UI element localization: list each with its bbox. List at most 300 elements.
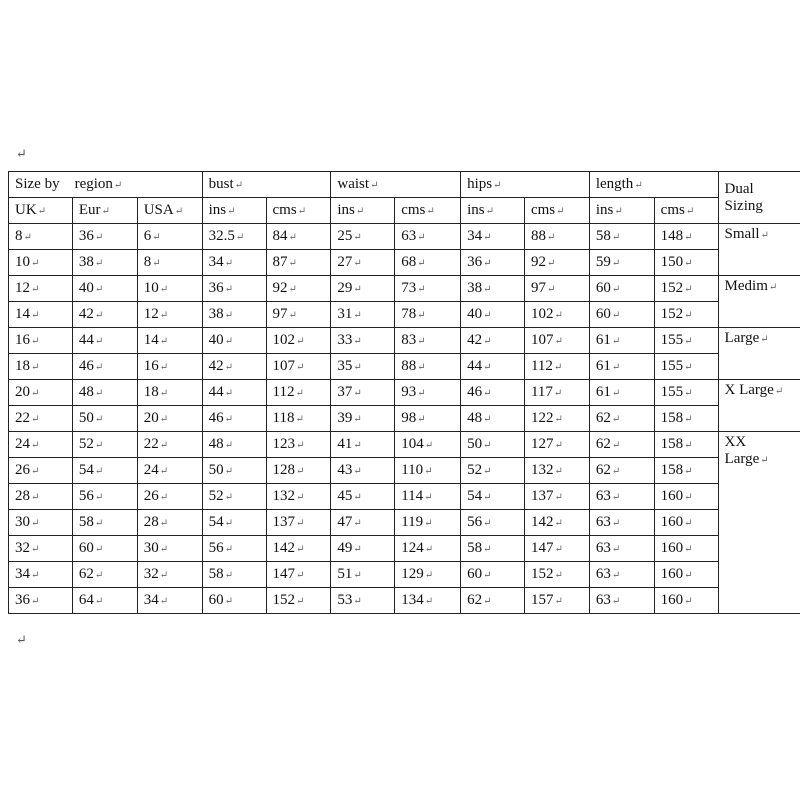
table-cell	[331, 354, 395, 380]
cell-mark: ↵	[417, 232, 426, 243]
table-cell	[461, 354, 525, 380]
cell-mark: ↵	[94, 466, 104, 477]
table-cell	[461, 406, 525, 432]
cell-value: 52	[467, 462, 483, 478]
header-dual-line2: Sizing	[724, 197, 763, 214]
table-cell	[395, 406, 461, 432]
cell-value: 16	[143, 358, 159, 374]
table-cell	[266, 510, 331, 536]
dual-size-line2	[725, 451, 800, 468]
cell-value: 41	[337, 436, 353, 452]
table-cell	[524, 250, 589, 276]
cell-value: 152	[530, 566, 554, 582]
cell-value: 62	[78, 566, 94, 582]
cell-mark: ↵	[159, 388, 169, 399]
table-row	[9, 354, 800, 380]
cell-value: 22	[15, 410, 30, 426]
table-cell	[202, 536, 266, 562]
table-cell	[461, 328, 525, 354]
table-cell	[331, 562, 395, 588]
table-cell	[524, 588, 589, 614]
cell-value: 40	[467, 306, 483, 322]
cell-mark: ↵	[31, 518, 40, 529]
cell-mark: ↵	[554, 440, 563, 451]
table-cell	[524, 562, 589, 588]
cell-value: 56	[78, 488, 94, 504]
cell-mark: ↵	[224, 596, 234, 607]
table-cell	[202, 406, 266, 432]
table-row	[9, 458, 800, 484]
table-cell	[9, 328, 73, 354]
table-cell	[137, 354, 202, 380]
cell-mark: ↵	[556, 206, 565, 217]
cell-value: 93	[401, 384, 417, 400]
cell-value: 152	[660, 306, 684, 322]
cell-mark: ↵	[94, 492, 104, 503]
cell-mark: ↵	[353, 310, 362, 321]
cell-mark: ↵	[94, 544, 104, 555]
cell-value: 58	[467, 540, 483, 556]
cell-mark: ↵	[31, 414, 40, 425]
cell-value: 63	[595, 540, 611, 556]
cell-value: 44	[467, 358, 483, 374]
cell-mark: ↵	[760, 334, 769, 345]
cell-value: 18	[15, 358, 30, 374]
cell-mark: ↵	[485, 206, 494, 217]
cell-value: 60	[78, 540, 94, 556]
table-cell	[9, 354, 73, 380]
cell-mark: ↵	[94, 570, 104, 581]
table-row	[9, 224, 800, 250]
cell-mark: ↵	[483, 492, 492, 503]
cell-value: 18	[143, 384, 159, 400]
cell-value: 118	[272, 410, 295, 426]
cell-mark: ↵	[634, 180, 643, 191]
table-cell	[395, 224, 461, 250]
cell-mark: ↵	[684, 310, 693, 321]
cell-value: 152	[660, 280, 684, 296]
cell-value: 88	[401, 358, 417, 374]
table-cell	[9, 510, 73, 536]
table-cell	[331, 302, 395, 328]
header-bust	[202, 172, 331, 198]
cell-value: 60	[595, 280, 611, 296]
cell-mark: ↵	[684, 388, 693, 399]
cell-mark: ↵	[611, 284, 621, 295]
cell-value: 36	[15, 592, 30, 608]
cell-value: 46	[467, 384, 483, 400]
header-dual-sizing	[718, 172, 800, 224]
cell-mark: ↵	[424, 596, 434, 607]
table-cell	[72, 250, 137, 276]
cell-mark: ↵	[37, 206, 47, 217]
cell-value: 58	[208, 566, 224, 582]
cell-mark: ↵	[611, 362, 621, 373]
cell-value: 24	[15, 436, 30, 452]
cell-mark: ↵	[353, 336, 362, 347]
table-cell	[72, 276, 137, 302]
cell-value: 25	[337, 228, 353, 244]
cell-value: 32.5	[208, 228, 235, 244]
cell-mark: ↵	[288, 258, 297, 269]
cell-value: 47	[337, 514, 353, 530]
cell-mark: ↵	[296, 596, 305, 607]
cell-mark: ↵	[31, 258, 40, 269]
cell-value: 117	[530, 384, 553, 400]
header-region-label: Size by region	[15, 176, 113, 192]
cell-value: 59	[595, 254, 611, 270]
table-cell	[9, 380, 73, 406]
cell-value: 147	[530, 540, 554, 556]
cell-value: 40	[208, 332, 224, 348]
cell-mark: ↵	[296, 492, 305, 503]
cell-mark: ↵	[224, 284, 234, 295]
cell-value: 132	[272, 488, 296, 504]
table-cell	[524, 432, 589, 458]
table-cell	[461, 536, 525, 562]
cell-mark: ↵	[296, 466, 305, 477]
cell-mark: ↵	[224, 362, 234, 373]
cell-value: 137	[272, 514, 296, 530]
table-cell	[266, 354, 331, 380]
table-cell	[331, 406, 395, 432]
table-cell	[524, 276, 589, 302]
cell-mark: ↵	[31, 310, 40, 321]
cell-mark: ↵	[94, 596, 104, 607]
cell-value: 36	[208, 280, 224, 296]
header-unit-label: cms	[272, 202, 297, 218]
header-row-units	[9, 198, 800, 224]
table-cell	[331, 536, 395, 562]
table-cell	[395, 484, 461, 510]
cell-mark: ↵	[224, 414, 234, 425]
cell-value: 122	[530, 410, 554, 426]
table-cell	[202, 562, 266, 588]
table-cell	[72, 510, 137, 536]
cell-mark: ↵	[554, 336, 563, 347]
table-cell	[654, 328, 718, 354]
cell-mark: ↵	[224, 336, 234, 347]
table-cell	[589, 328, 654, 354]
cell-mark: ↵	[295, 388, 304, 399]
table-cell	[137, 588, 202, 614]
dual-size-label: Medim	[724, 278, 768, 294]
table-cell	[589, 354, 654, 380]
size-rows	[9, 224, 800, 614]
cell-value: 49	[337, 540, 353, 556]
header-unit-label: ins	[337, 202, 355, 218]
table-cell	[654, 250, 718, 276]
table-row	[9, 536, 800, 562]
table-cell	[202, 302, 266, 328]
table-cell	[202, 224, 266, 250]
table-cell	[395, 536, 461, 562]
cell-mark: ↵	[224, 492, 234, 503]
dual-size-line1: XX	[724, 434, 747, 450]
table-cell	[395, 302, 461, 328]
cell-mark: ↵	[554, 414, 563, 425]
cell-value: 62	[595, 410, 611, 426]
table-cell	[524, 510, 589, 536]
size-chart-table	[8, 171, 800, 614]
cell-mark: ↵	[101, 206, 110, 217]
cell-mark: ↵	[295, 414, 304, 425]
cell-value: 132	[530, 462, 554, 478]
table-cell	[72, 406, 137, 432]
table-cell	[266, 406, 331, 432]
table-cell	[654, 224, 718, 250]
table-cell	[202, 328, 266, 354]
cell-value: 38	[467, 280, 483, 296]
cell-value: 8	[15, 228, 23, 244]
header-unit-cell	[9, 198, 73, 224]
cell-value: 160	[660, 514, 684, 530]
table-cell	[461, 432, 525, 458]
cell-value: 22	[143, 436, 159, 452]
header-length	[589, 172, 718, 198]
table-cell	[589, 406, 654, 432]
cell-mark: ↵	[483, 284, 492, 295]
cell-mark: ↵	[684, 492, 693, 503]
cell-value: 63	[595, 592, 611, 608]
cell-value: 102	[272, 332, 296, 348]
cell-mark: ↵	[159, 492, 169, 503]
table-row	[9, 380, 800, 406]
cell-value: 157	[530, 592, 554, 608]
table-cell	[137, 458, 202, 484]
cell-value: 158	[660, 462, 684, 478]
cell-value: 128	[272, 462, 296, 478]
cell-mark: ↵	[159, 284, 169, 295]
header-unit-label: ins	[467, 202, 485, 218]
cell-mark: ↵	[353, 284, 362, 295]
cell-value: 46	[78, 358, 94, 374]
cell-value: 62	[467, 592, 483, 608]
header-unit-label: cms	[401, 202, 426, 218]
table-cell	[266, 328, 331, 354]
cell-value: 50	[78, 410, 94, 426]
cell-mark: ↵	[554, 596, 563, 607]
table-cell	[589, 432, 654, 458]
table-cell	[331, 380, 395, 406]
cell-value: 20	[15, 384, 30, 400]
table-cell	[395, 432, 461, 458]
cell-mark: ↵	[159, 544, 169, 555]
cell-value: 61	[595, 384, 611, 400]
cell-mark: ↵	[483, 232, 492, 243]
table-cell	[395, 562, 461, 588]
cell-mark: ↵	[94, 336, 104, 347]
cell-value: 98	[401, 410, 417, 426]
cell-value: 31	[337, 306, 353, 322]
cell-value: 129	[401, 566, 424, 582]
cell-value: 36	[467, 254, 483, 270]
table-cell	[331, 250, 395, 276]
cell-value: 42	[208, 358, 224, 374]
table-cell	[395, 458, 461, 484]
table-cell	[72, 302, 137, 328]
cell-mark: ↵	[224, 258, 234, 269]
cell-value: 38	[78, 254, 94, 270]
header-unit-label: ins	[595, 202, 614, 218]
cell-value: 78	[401, 306, 417, 322]
cell-value: 155	[660, 358, 684, 374]
table-cell	[589, 536, 654, 562]
table-cell	[72, 328, 137, 354]
table-cell	[589, 250, 654, 276]
table-cell	[202, 588, 266, 614]
table-cell	[9, 250, 73, 276]
cell-mark: ↵	[611, 440, 621, 451]
table-cell	[331, 458, 395, 484]
dual-size-cell	[718, 380, 800, 432]
cell-value: 38	[208, 306, 224, 322]
cell-value: 61	[595, 332, 611, 348]
table-cell	[461, 250, 525, 276]
cell-value: 51	[337, 566, 353, 582]
table-cell	[589, 302, 654, 328]
cell-value: 28	[15, 488, 30, 504]
cell-mark: ↵	[483, 440, 492, 451]
cell-value: 64	[78, 592, 94, 608]
table-row	[9, 562, 800, 588]
table-cell	[137, 328, 202, 354]
table-cell	[395, 588, 461, 614]
cell-mark: ↵	[554, 544, 563, 555]
dual-size-label: Large	[724, 330, 760, 346]
cell-mark: ↵	[31, 284, 40, 295]
cell-value: 155	[660, 332, 684, 348]
cell-value: 119	[401, 514, 424, 530]
cell-mark: ↵	[554, 466, 563, 477]
table-row	[9, 250, 800, 276]
table-cell	[202, 276, 266, 302]
cell-mark: ↵	[424, 570, 434, 581]
cell-mark: ↵	[159, 310, 169, 321]
cell-value: 56	[467, 514, 483, 530]
cell-mark: ↵	[159, 518, 169, 529]
cell-value: 12	[143, 306, 159, 322]
header-unit-cell	[266, 198, 331, 224]
table-cell	[266, 536, 331, 562]
table-cell	[202, 250, 266, 276]
header-row-groups	[9, 172, 800, 198]
cell-mark: ↵	[224, 544, 234, 555]
dual-size-label: Small	[724, 226, 760, 242]
table-cell	[202, 432, 266, 458]
paragraph-mark-top: ↵	[16, 146, 27, 161]
header-unit-cell	[589, 198, 654, 224]
cell-value: 10	[15, 254, 30, 270]
table-cell	[461, 562, 525, 588]
cell-mark: ↵	[684, 232, 693, 243]
cell-mark: ↵	[353, 232, 362, 243]
table-cell	[266, 302, 331, 328]
cell-value: 34	[143, 592, 159, 608]
table-row	[9, 432, 800, 458]
cell-mark: ↵	[224, 570, 234, 581]
table-cell	[72, 536, 137, 562]
cell-mark: ↵	[113, 180, 123, 191]
cell-value: 87	[272, 254, 288, 270]
cell-mark: ↵	[611, 544, 621, 555]
cell-value: 53	[337, 592, 353, 608]
cell-mark: ↵	[483, 388, 492, 399]
cell-mark: ↵	[224, 466, 234, 477]
cell-value: 26	[15, 462, 30, 478]
cell-value: 137	[530, 488, 554, 504]
cell-mark: ↵	[353, 544, 362, 555]
header-unit-cell	[202, 198, 266, 224]
cell-value: 29	[337, 280, 353, 296]
cell-mark: ↵	[611, 258, 621, 269]
cell-mark: ↵	[553, 362, 563, 373]
cell-mark: ↵	[94, 284, 104, 295]
cell-mark: ↵	[353, 440, 362, 451]
header-unit-cell	[395, 198, 461, 224]
table-cell	[654, 562, 718, 588]
cell-value: 142	[272, 540, 296, 556]
cell-value: 35	[337, 358, 353, 374]
cell-value: 32	[143, 566, 159, 582]
cell-mark: ↵	[554, 310, 563, 321]
dual-size-cell	[718, 224, 800, 276]
cell-mark: ↵	[684, 258, 693, 269]
table-cell	[331, 276, 395, 302]
dual-size-cell	[718, 276, 800, 328]
cell-value: 32	[15, 540, 30, 556]
cell-mark: ↵	[611, 310, 621, 321]
cell-value: 44	[208, 384, 224, 400]
cell-mark: ↵	[483, 336, 492, 347]
cell-value: 54	[208, 514, 224, 530]
table-cell	[461, 380, 525, 406]
cell-mark: ↵	[554, 518, 563, 529]
table-cell	[137, 406, 202, 432]
table-cell	[137, 250, 202, 276]
cell-mark: ↵	[296, 570, 305, 581]
cell-mark: ↵	[684, 362, 693, 373]
cell-mark: ↵	[297, 206, 307, 217]
cell-value: 50	[208, 462, 224, 478]
cell-value: 54	[78, 462, 94, 478]
cell-mark: ↵	[296, 336, 305, 347]
cell-value: 42	[467, 332, 483, 348]
cell-mark: ↵	[296, 362, 305, 373]
table-cell	[266, 458, 331, 484]
cell-mark: ↵	[424, 544, 434, 555]
cell-value: 104	[401, 436, 424, 452]
table-cell	[461, 276, 525, 302]
cell-value: 150	[660, 254, 684, 270]
cell-value: 92	[530, 254, 546, 270]
dual-size-label: X Large	[724, 382, 774, 398]
cell-mark: ↵	[288, 284, 297, 295]
cell-mark: ↵	[31, 570, 40, 581]
cell-mark: ↵	[611, 492, 621, 503]
cell-mark: ↵	[684, 570, 693, 581]
cell-value: 6	[143, 228, 152, 244]
cell-value: 155	[660, 384, 684, 400]
cell-mark: ↵	[760, 455, 769, 466]
cell-value: 83	[401, 332, 417, 348]
table-row	[9, 510, 800, 536]
dual-size-cell	[718, 432, 800, 614]
cell-mark: ↵	[685, 206, 695, 217]
cell-mark: ↵	[353, 466, 362, 477]
table-cell	[589, 224, 654, 250]
cell-mark: ↵	[353, 258, 362, 269]
